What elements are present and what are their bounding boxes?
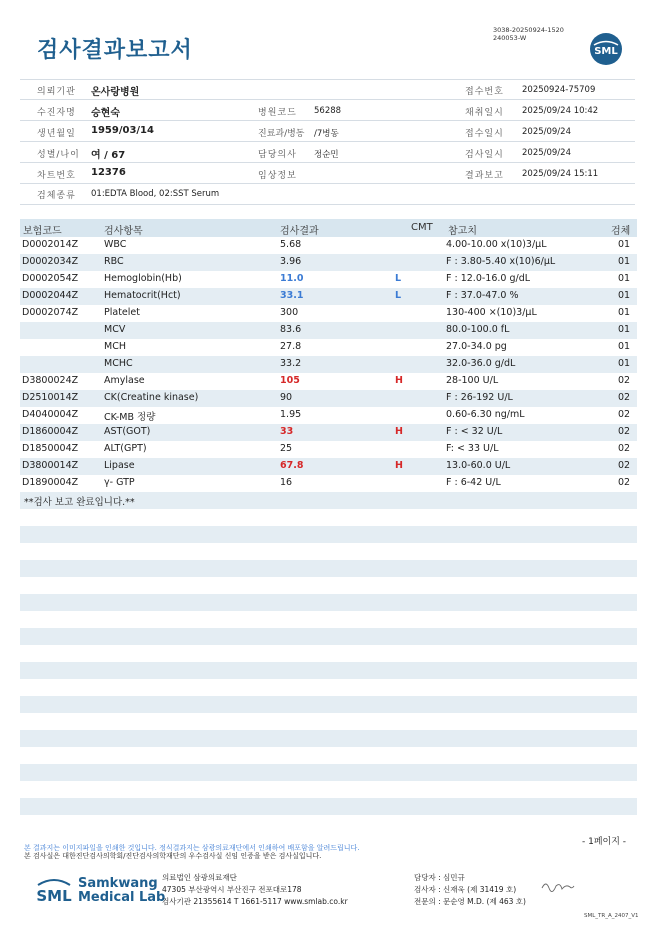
header-divider-top <box>20 79 635 80</box>
col-name-header: 검사항목 <box>104 226 143 237</box>
table-row <box>20 339 637 356</box>
insurance-code: D1850004Z <box>22 443 79 454</box>
insurance-code: D0002014Z <box>22 239 79 250</box>
reference-range: 28-100 U/L <box>446 375 499 386</box>
receipt-date: 2025/09/24 <box>522 127 571 137</box>
empty-row <box>20 526 637 543</box>
test-result: 90 <box>280 392 293 403</box>
sex-age-label: 성별/나이 <box>37 150 80 160</box>
test-result: 1.95 <box>280 409 302 420</box>
test-name: ALT(GPT) <box>104 443 147 454</box>
report-complete-text: **검사 보고 완료입니다.** <box>24 497 135 508</box>
test-name: MCV <box>104 324 126 335</box>
test-result: 300 <box>280 307 299 318</box>
test-name: MCH <box>104 341 126 352</box>
dob: 1959/03/14 <box>91 125 154 136</box>
test-name: CK(Creatine kinase) <box>104 392 199 403</box>
empty-row <box>20 645 637 662</box>
svg-text:SML: SML <box>36 887 72 905</box>
empty-row <box>20 560 637 577</box>
empty-row <box>20 662 637 679</box>
cmt-flag: H <box>395 426 403 437</box>
org-name: 의료법인 삼광의료재단 <box>162 873 237 882</box>
empty-row <box>20 509 637 526</box>
table-row <box>20 254 637 271</box>
doc-id-line2: 240053-W <box>493 34 527 42</box>
test-result: 5.68 <box>280 239 302 250</box>
empty-row <box>20 679 637 696</box>
specimen-code: 02 <box>618 409 631 420</box>
reference-range: 80.0-100.0 fL <box>446 324 510 335</box>
reference-range: F : < 32 U/L <box>446 426 503 437</box>
page-number: - 1페이지 - <box>582 837 627 847</box>
empty-row <box>20 730 637 747</box>
doc-id-line1: 3038-20250924-1520 <box>493 26 564 34</box>
insurance-code: D0002044Z <box>22 290 79 301</box>
reference-range: F : 26-192 U/L <box>446 392 513 403</box>
test-name: Platelet <box>104 307 140 318</box>
staff-in-charge: 담당자 : 심민규 <box>414 873 465 882</box>
document-id <box>493 26 564 42</box>
sml-logo-footer-icon <box>34 871 74 911</box>
specimen-label: 검체종류 <box>37 191 76 201</box>
header-divider <box>20 162 635 163</box>
col-code-header: 보험코드 <box>23 226 62 237</box>
test-name: Lipase <box>104 460 135 471</box>
report-complete-row <box>20 492 637 509</box>
reference-range: F: < 33 U/L <box>446 443 499 454</box>
table-row <box>20 475 637 492</box>
patient-name: 승현숙 <box>91 108 120 119</box>
reference-range: F : 37.0-47.0 % <box>446 290 519 301</box>
empty-row <box>20 594 637 611</box>
col-ref-header: 참고치 <box>448 226 477 237</box>
doctor-label: 담당의사 <box>258 150 297 160</box>
staff-tester: 검사자 : 신재욱 (제 31419 호) <box>414 885 517 894</box>
empty-row <box>20 543 637 560</box>
test-result: 67.8 <box>280 460 304 471</box>
specimen-code: 02 <box>618 460 631 471</box>
insurance-code: D0002074Z <box>22 307 79 318</box>
empty-row <box>20 798 637 815</box>
test-result: 27.8 <box>280 341 302 352</box>
report-label: 결과보고 <box>465 171 504 181</box>
insurance-code: D2510014Z <box>22 392 79 403</box>
table-row <box>20 390 637 407</box>
receipt-no: 20250924-75709 <box>522 85 596 95</box>
empty-row <box>20 781 637 798</box>
table-row <box>20 356 637 373</box>
header-divider <box>20 141 635 142</box>
specimen-code: 01 <box>618 256 631 267</box>
specimen-code: 02 <box>618 477 631 488</box>
chart-label: 차트번호 <box>37 171 76 181</box>
test-name: Amylase <box>104 375 145 386</box>
organization-info <box>162 872 348 908</box>
test-result: 105 <box>280 375 300 386</box>
collect-datetime: 2025/09/24 10:42 <box>522 106 599 116</box>
reference-range: 27.0-34.0 pg <box>446 341 507 352</box>
hosp-code: 56288 <box>314 106 342 116</box>
staff-specialist: 전문의 : 문순영 M.D. (제 463 호) <box>414 897 526 906</box>
brand-line2: Medical Lab <box>78 890 166 905</box>
brand-line1: Samkwang <box>78 876 158 891</box>
test-date: 2025/09/24 <box>522 148 571 158</box>
collect-label: 채취일시 <box>465 108 504 118</box>
sml-logo-icon <box>589 32 623 66</box>
test-result: 25 <box>280 443 293 454</box>
table-row <box>20 271 637 288</box>
staff-info <box>414 872 526 908</box>
form-code: SML_TR_A_2407_V1 <box>584 913 639 919</box>
insurance-code: D3800024Z <box>22 375 79 386</box>
insurance-code: D1860004Z <box>22 426 79 437</box>
specimen-code: 02 <box>618 375 631 386</box>
col-result-header: 검사결과 <box>280 226 319 237</box>
cmt-flag: L <box>395 273 402 284</box>
svg-text:SML: SML <box>594 46 618 57</box>
header-divider <box>20 183 635 184</box>
test-name: CK-MB 정량 <box>104 412 156 423</box>
dept: /7병동 <box>314 129 339 139</box>
table-row <box>20 373 637 390</box>
org-address: 47305 부산광역시 부산진구 전포대로178 <box>162 885 302 894</box>
empty-row <box>20 611 637 628</box>
insurance-code: D4040004Z <box>22 409 79 420</box>
chart-number: 12376 <box>91 167 126 178</box>
header-divider <box>20 99 635 100</box>
empty-row <box>20 628 637 645</box>
patient-label: 수진자명 <box>37 108 76 118</box>
empty-row <box>20 747 637 764</box>
reference-range: 32.0-36.0 g/dL <box>446 358 516 369</box>
insurance-code: D3800014Z <box>22 460 79 471</box>
cmt-flag: L <box>395 290 402 301</box>
brand-name <box>78 877 165 905</box>
table-row <box>20 288 637 305</box>
accreditation-note: 본 검사실은 대한진단검사의학회/진단검사의학재단의 우수검사실 신임 인증을 받은 검사실입니다. <box>24 852 322 860</box>
header-divider-bottom <box>20 204 635 205</box>
image-print-note: 본 결과지는 이미지파일을 인쇄한 것입니다. 정식결과지는 삼광의료재단에서 인쇄하여 배포함을 알려드립니다. <box>24 844 360 852</box>
empty-row <box>20 696 637 713</box>
specimen-code: 01 <box>618 341 631 352</box>
empty-row <box>20 577 637 594</box>
dob-label: 생년월일 <box>37 129 76 139</box>
reference-range: F : 12.0-16.0 g/dL <box>446 273 531 284</box>
table-row <box>20 424 637 441</box>
test-result: 33.2 <box>280 358 302 369</box>
sex-age: 여 / 67 <box>91 150 126 161</box>
test-name: Hematocrit(Hct) <box>104 290 181 301</box>
reference-range: F : 6-42 U/L <box>446 477 501 488</box>
table-row <box>20 237 637 254</box>
reference-range: 4.00-10.00 x(10)3/μL <box>446 239 547 250</box>
insurance-code: D1890004Z <box>22 477 79 488</box>
reference-range: 13.0-60.0 U/L <box>446 460 511 471</box>
hospital-label: 의뢰기관 <box>37 87 76 97</box>
test-result: 3.96 <box>280 256 302 267</box>
col-spec-header: 검체 <box>611 226 631 237</box>
specimen-code: 02 <box>618 392 631 403</box>
specimen-code: 01 <box>618 307 631 318</box>
reference-range: F : 3.80-5.40 x(10)6/μL <box>446 256 556 267</box>
specimen-code: 01 <box>618 358 631 369</box>
specimen-code: 01 <box>618 239 631 250</box>
reference-range: 130-400 ×(10)3/μL <box>446 307 537 318</box>
insurance-code: D0002054Z <box>22 273 79 284</box>
specimen-types: 01:EDTA Blood, 02:SST Serum <box>91 189 220 199</box>
test-name: γ- GTP <box>104 477 135 488</box>
empty-row <box>20 764 637 781</box>
signature-icon <box>540 878 576 894</box>
report-datetime: 2025/09/24 15:11 <box>522 169 599 179</box>
specimen-code: 01 <box>618 273 631 284</box>
table-row <box>20 305 637 322</box>
hospital-name: 온사랑병원 <box>91 87 140 98</box>
test-result: 33.1 <box>280 290 304 301</box>
test-result: 33 <box>280 426 294 437</box>
reference-range: 0.60-6.30 ng/mL <box>446 409 525 420</box>
clinical-label: 임상정보 <box>258 171 297 181</box>
test-name: MCHC <box>104 358 133 369</box>
specimen-code: 01 <box>618 324 631 335</box>
table-row <box>20 407 637 424</box>
header-divider <box>20 120 635 121</box>
test-name: WBC <box>104 239 127 250</box>
test-name: Hemoglobin(Hb) <box>104 273 182 284</box>
specimen-code: 01 <box>618 290 631 301</box>
cmt-flag: H <box>395 460 403 471</box>
table-row <box>20 322 637 339</box>
cmt-flag: H <box>395 375 403 386</box>
test-result: 83.6 <box>280 324 302 335</box>
receipt-no-label: 접수번호 <box>465 87 504 97</box>
test-result: 11.0 <box>280 273 304 284</box>
test-name: AST(GOT) <box>104 426 151 437</box>
dept-label: 진료과/병동 <box>258 129 305 139</box>
receipt-date-label: 접수일시 <box>465 129 504 139</box>
doctor: 정순민 <box>314 150 339 160</box>
col-cmt-header: CMT <box>411 222 433 233</box>
report-title: 검사결과보고서 <box>37 38 193 63</box>
specimen-code: 02 <box>618 443 631 454</box>
table-row <box>20 441 637 458</box>
specimen-code: 02 <box>618 426 631 437</box>
table-row <box>20 458 637 475</box>
insurance-code: D0002034Z <box>22 256 79 267</box>
test-date-label: 검사일시 <box>465 150 504 160</box>
org-contact: 검사기관 21355614 T 1661-5117 www.smlab.co.kr <box>162 897 348 906</box>
test-name: RBC <box>104 256 124 267</box>
test-result: 16 <box>280 477 293 488</box>
hosp-code-label: 병원코드 <box>258 108 297 118</box>
empty-row <box>20 713 637 730</box>
